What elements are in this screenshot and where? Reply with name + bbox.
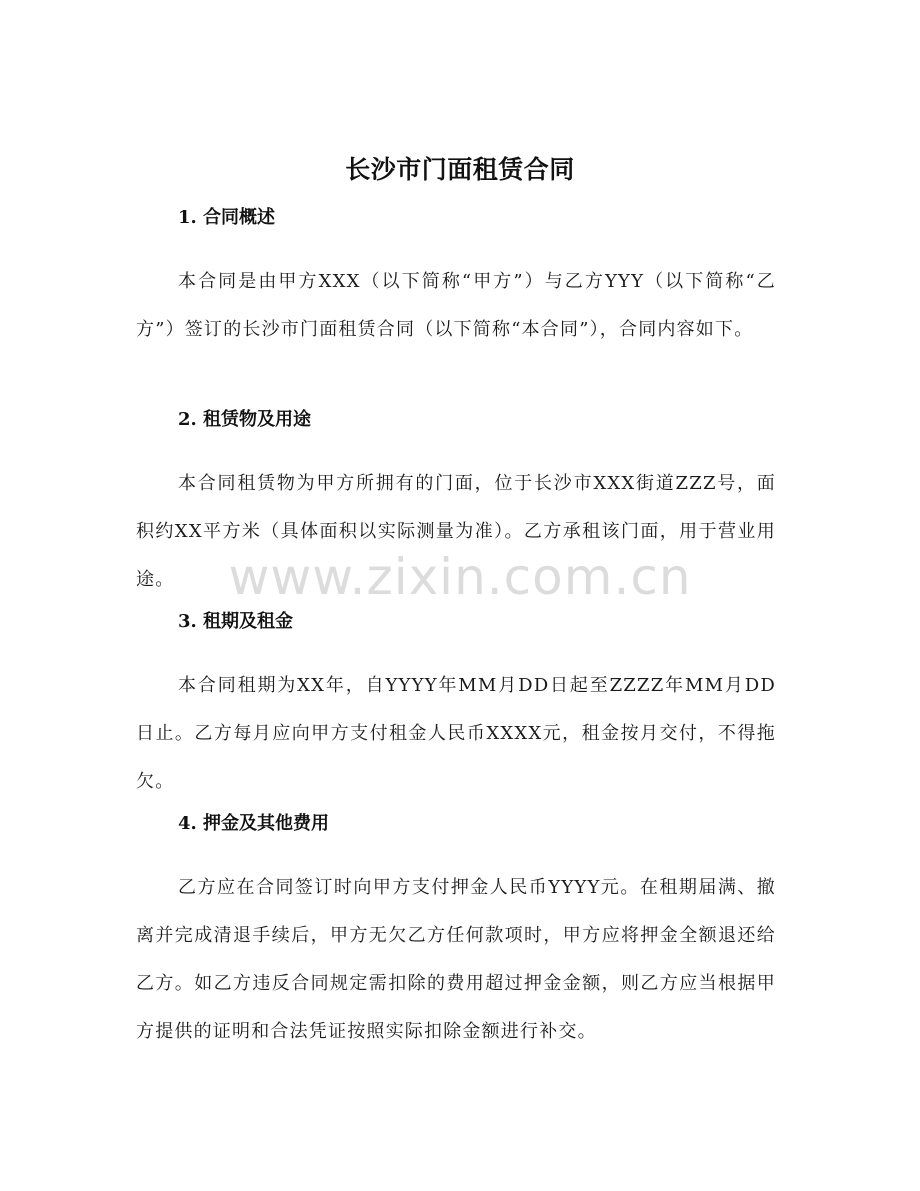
section-heading: 4. 押金及其他费用 xyxy=(178,813,330,834)
document-title: 长沙市门面租赁合同 xyxy=(345,155,575,184)
section-heading: 2. 租赁物及用途 xyxy=(178,409,312,430)
section-body: 乙方应在合同签订时向甲方支付押金人民币YYYY元。在租期届满、撤离并完成清退手续后，甲方无欠乙方任何款项时，甲方应将押金全额退还给乙方。如乙方违反合同规定需扣除的费用超过押金金额，则乙方应当根据甲方提供的证明和合法凭证按照实际扣除金额进行补交。 xyxy=(136,877,776,1042)
section-deposit-and-fees xyxy=(136,810,776,1056)
section-term-and-rent xyxy=(136,608,776,806)
section-body: 本合同租期为XX年，自YYYY年MM月DD日起至ZZZZ年MM月DD日止。乙方每月应向甲方支付租金人民币XXXX元，租金按月交付，不得拖欠。 xyxy=(136,675,776,792)
section-overview xyxy=(136,204,776,354)
section-body: 本合同租赁物为甲方所拥有的门面，位于长沙市XXX街道ZZZ号，面积约XX平方米（具体面积以实际测量为准）。乙方承租该门面，用于营业用途。 xyxy=(136,473,776,590)
watermark: www.zixin.com.cn xyxy=(228,548,692,606)
section-body: 本合同是由甲方XXX（以下简称“甲方”）与乙方YYY（以下简称“乙方”）签订的长沙市门面租赁合同（以下简称“本合同”），合同内容如下。 xyxy=(136,271,776,340)
section-heading: 3. 租期及租金 xyxy=(178,611,294,632)
section-leased-property xyxy=(136,406,776,604)
section-heading: 1. 合同概述 xyxy=(178,207,276,228)
